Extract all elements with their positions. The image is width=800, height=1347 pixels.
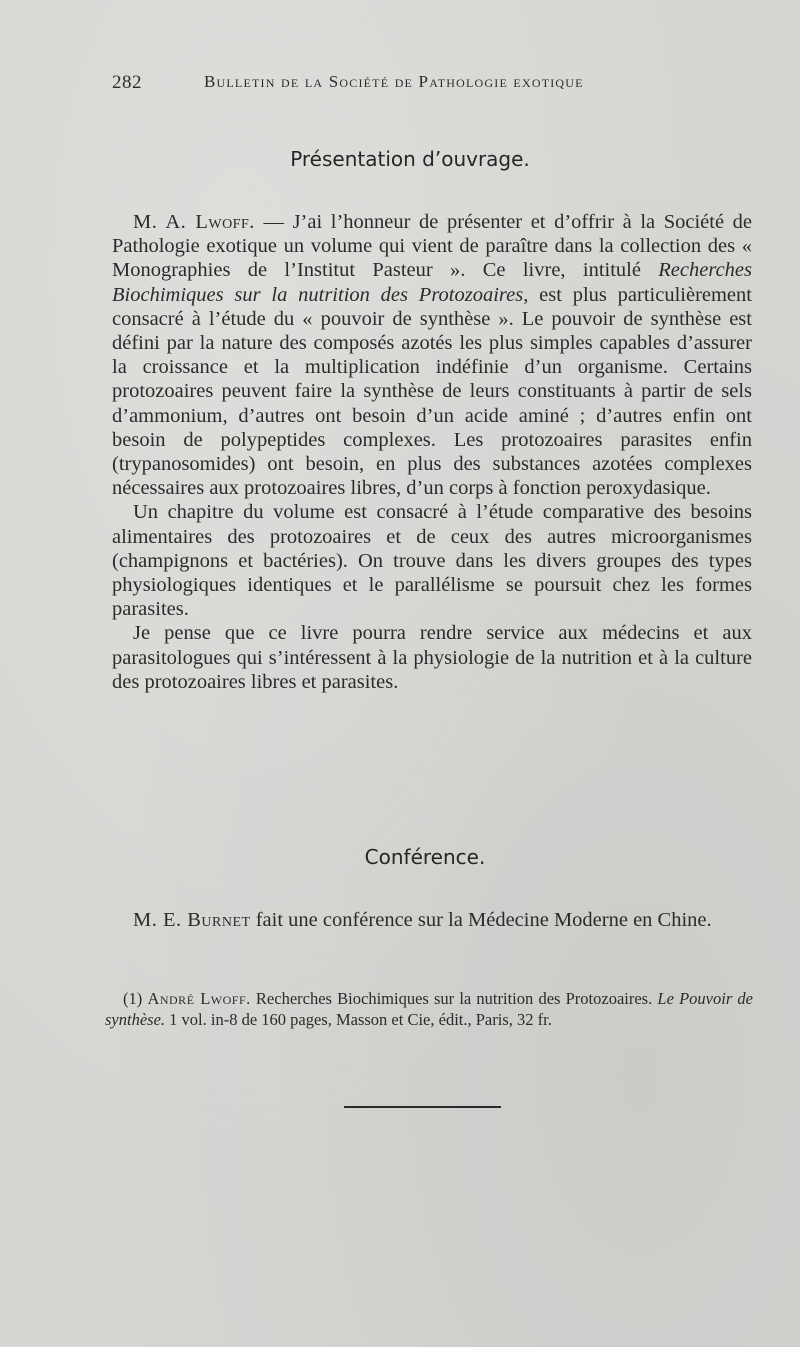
conference-text [112, 908, 752, 932]
conference-author: M. E. Burnet [133, 909, 251, 931]
running-title: Bulletin de la Société de Pathologie exotique [204, 72, 584, 91]
book-title: Recherches Biochimiques sur la nutrition des Protozoaires [112, 259, 752, 306]
footnote-marker: (1) [123, 989, 143, 1008]
footnote-subtitle: Le Pouvoir de synthèse. [105, 989, 753, 1029]
running-header [112, 72, 672, 102]
end-rule-divider [344, 1106, 501, 1108]
footnote-author: André Lwoff. [147, 989, 251, 1008]
presentation-article [112, 210, 752, 694]
presentation-paragraph-1 [112, 210, 752, 500]
conference-paragraph [112, 908, 752, 932]
conference-description: fait une conférence sur la Médecine Moderne en Chine. [250, 909, 712, 931]
presentation-heading: Présentation d’ouvrage. [290, 147, 530, 171]
footnote-text-1: Recherches Biochimiques sur la nutrition des Protozoaires. [250, 989, 658, 1008]
presentation-p1-intro: — J’ai l’honneur de présenter et d’offrir à la Société de Pathologie exotique un volume qui vient de paraître dans la collection des « Monographies de l’Institut Pasteur ». Ce livre, intitulé [112, 211, 752, 282]
presentation-p1-rest: , est plus particulièrement consacré à l’étude du « pouvoir de synthèse ». Le pouvoir de synthèse est défini par la nature des composés azotés les plus simples capables d’assurer la croissance et la multiplication indéfinie d’un organisme. Certains protozoaires peuvent faire la synthèse de leurs constituants à partir de sels d’ammonium, d’autres ont besoin d’un acide aminé ; d’autres enfin ont besoin de polypeptides complexes. Les protozoaires parasites enfin (trypanosomides) ont besoin, en plus des substances azotées complexes nécessaires aux protozoaires libres, d’un corps à fonction peroxydasique. [112, 283, 752, 500]
presentation-author: M. A. Lwoff. [133, 211, 255, 233]
page-number: 282 [112, 72, 142, 93]
footnote [105, 988, 753, 1030]
presentation-paragraph-2: Un chapitre du volume est consacré à l’étude comparative des besoins alimentaires des protozoaires et de ceux des autres microorganismes (champignons et bactéries). On trouve dans les divers groupes des types physiologiques identiques et le parallélisme se poursuit chez les formes parasites. [112, 501, 752, 621]
presentation-paragraph-3: Je pense que ce livre pourra rendre service aux médecins et aux parasitologues qui s’intéressent à la physiologie de la nutrition et à la culture des protozoaires libres et parasites. [112, 622, 752, 693]
conference-heading: Conférence. [364, 845, 486, 869]
footnote-text-2: 1 vol. in-8 de 160 pages, Masson et Cie, édit., Paris, 32 fr. [165, 1010, 552, 1029]
